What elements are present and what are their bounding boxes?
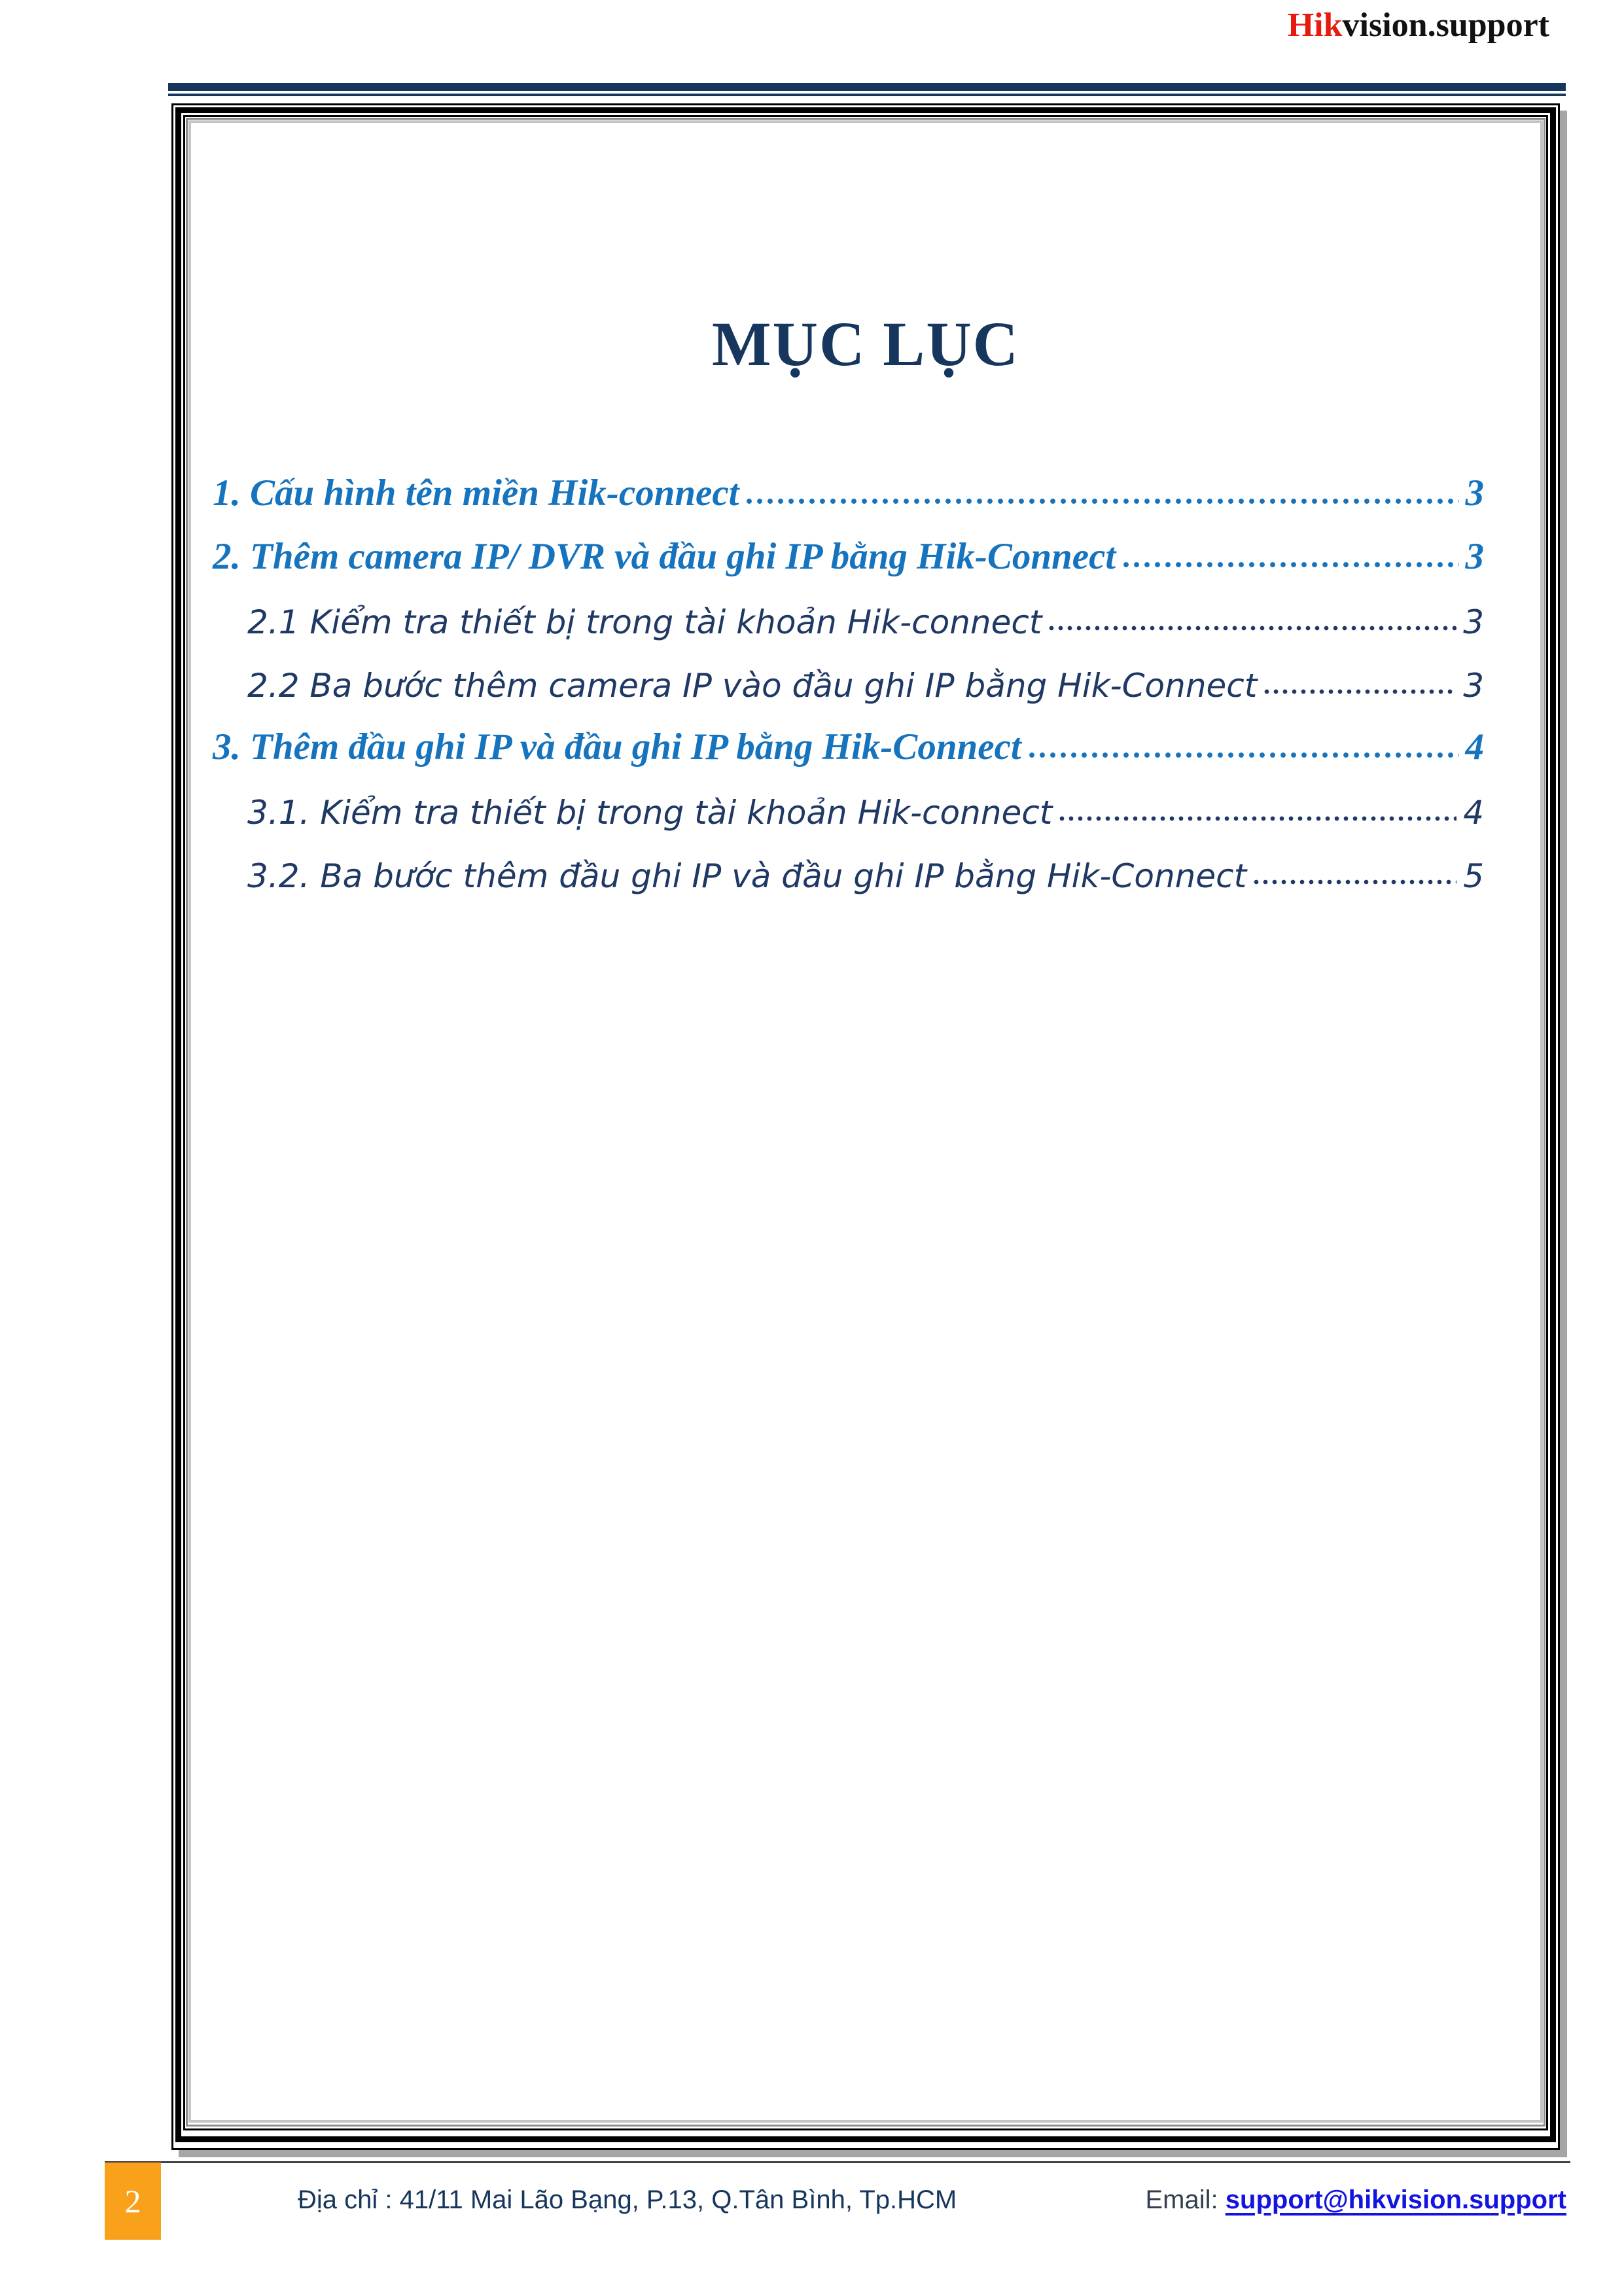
header-rule-thick [168,83,1566,91]
dot-leader [1047,623,1456,633]
toc-entry-page: 3 [1463,603,1484,641]
toc-entry-2[interactable] [213,514,1484,578]
brand-logo [1288,7,1549,44]
page-border-frame [171,103,1560,2150]
page-border-frame-gray [186,118,1545,2127]
dot-leader [1027,750,1459,760]
toc-entry-page: 5 [1463,857,1484,895]
footer-email [1146,2185,1567,2215]
page-border-frame-thick [175,107,1556,2142]
toc-entry-label: 2.2 Ba bước thêm camera IP vào đầu ghi IP bằng Hik-Connect [247,667,1258,705]
toc-entry-page: 3 [1465,536,1484,577]
toc-entry-3-1[interactable] [213,768,1484,832]
dot-leader [1121,559,1458,570]
footer-address: Địa chỉ : 41/11 Mai Lão Bạng, P.13, Q.Tân Bình, Tp.HCM [298,2185,957,2214]
dot-leader [744,496,1458,506]
toc-entry-3[interactable] [213,705,1484,768]
brand-logo-red-part: Hik [1287,7,1343,44]
page-border-frame-inner [183,115,1548,2130]
page-number-badge: 2 [105,2163,161,2240]
toc-entry-1[interactable] [213,451,1484,514]
toc-entry-page: 4 [1463,794,1484,832]
page-border-frame-lightgray [188,120,1543,2123]
page-title: MỤC LỤC [712,309,1019,379]
footer-email-link[interactable]: support@hikvision.support [1225,2185,1566,2214]
toc-entry-2-1[interactable] [213,578,1484,641]
footer-email-label: Email: [1145,2185,1218,2214]
dot-leader [1252,877,1456,887]
toc-entry-label: 3.1. Kiểm tra thiết bị trong tài khoản Hik-connect [247,794,1053,832]
toc-entry-page: 3 [1465,472,1484,514]
header-rule-thin [168,94,1566,96]
toc-entry-2-2[interactable] [213,641,1484,705]
toc-entry-label: 3. Thêm đầu ghi IP và đầu ghi IP bằng Hik-Connect [213,726,1021,768]
table-of-contents [191,451,1540,895]
toc-entry-page: 4 [1465,726,1484,768]
toc-entry-label: 3.2. Ba bước thêm đầu ghi IP và đầu ghi IP bằng Hik-Connect [247,857,1247,895]
footer-separator [105,2161,1570,2163]
dot-leader [1057,813,1456,824]
toc-entry-label: 2. Thêm camera IP/ DVR và đầu ghi IP bằng Hik-Connect [213,536,1116,577]
toc-entry-page: 3 [1463,667,1484,705]
toc-entry-3-2[interactable] [213,832,1484,895]
brand-logo-black-part: vision.support [1342,7,1549,44]
toc-entry-label: 2.1 Kiểm tra thiết bị trong tài khoản Hik-connect [247,603,1042,641]
dot-leader [1262,686,1456,697]
toc-entry-label: 1. Cấu hình tên miền Hik-connect [213,472,739,514]
